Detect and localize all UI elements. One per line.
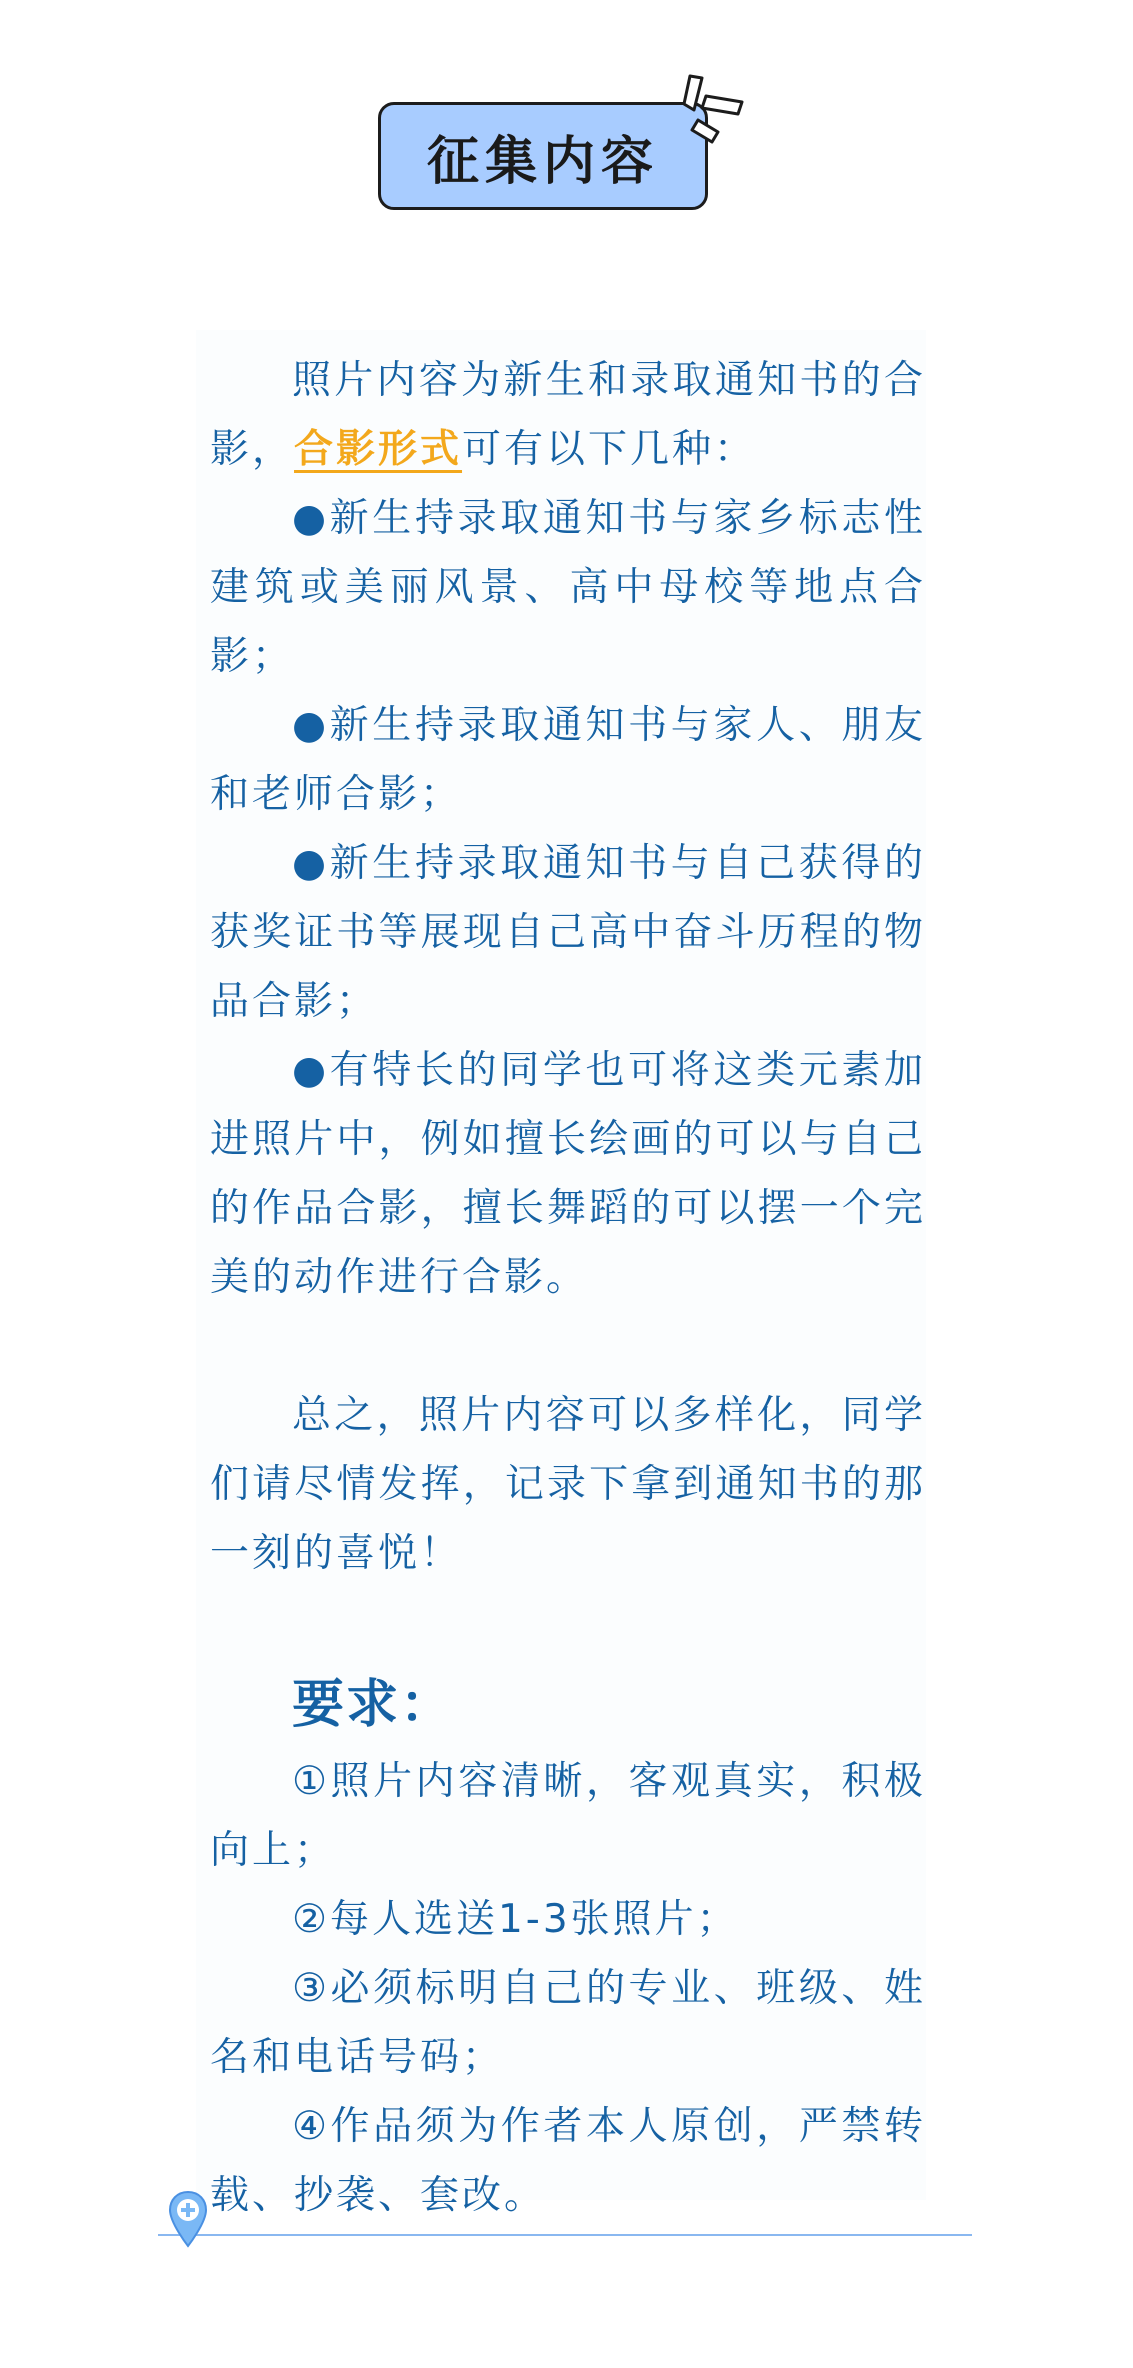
list-item-text: 新生持录取通知书与家乡标志性建筑或美丽风景、高中母校等地点合影；	[210, 496, 926, 679]
title-text: 征集内容	[426, 131, 659, 192]
requirement-item: ②每人选送1-3张照片；	[292, 1897, 739, 1942]
requirement-item: ④作品须为作者本人原创，严禁转载、抄袭、套改。	[210, 2104, 926, 2218]
summary-paragraph: 总之，照片内容可以多样化，同学们请尽情发挥，记录下拿到通知书的那一刻的喜悦！	[210, 1393, 926, 1576]
requirement-item: ①照片内容清晰，客观真实，积极向上；	[210, 1759, 926, 1873]
spacer	[210, 1312, 926, 1381]
list-item	[210, 484, 926, 691]
sparkle-icon	[680, 74, 750, 154]
list-item-text: 新生持录取通知书与家人、朋友和老师合影；	[210, 703, 926, 817]
intro-paragraph	[210, 346, 926, 484]
bullet-icon: ●	[292, 703, 330, 748]
location-pin-icon	[168, 2190, 208, 2248]
list-item	[210, 1036, 926, 1312]
intro-text-tail: 可有以下几种：	[462, 427, 757, 472]
spacer	[210, 1588, 926, 1657]
highlight-term: 合影形式	[294, 427, 463, 472]
bullet-icon: ●	[292, 496, 330, 541]
list-item	[210, 691, 926, 829]
article-body	[210, 346, 926, 2230]
requirement-item: ③必须标明自己的专业、班级、姓名和电话号码；	[210, 1966, 926, 2080]
title-badge	[378, 102, 708, 210]
section-title	[378, 102, 712, 214]
intro-text: 照片内容为新生和录取通知书的合影，	[210, 358, 926, 472]
bullet-icon: ●	[292, 1048, 330, 1093]
bottom-divider	[158, 2234, 972, 2236]
bullet-icon: ●	[292, 841, 330, 886]
requirements-heading: 要求：	[292, 1675, 455, 1735]
list-item-text: 有特长的同学也可将这类元素加进照片中，例如擅长绘画的可以与自己的作品合影，擅长舞蹈的可以摆一个完美的动作进行合影。	[210, 1048, 926, 1300]
list-item	[210, 829, 926, 1036]
list-item-text: 新生持录取通知书与自己获得的获奖证书等展现自己高中奋斗历程的物品合影；	[210, 841, 926, 1024]
